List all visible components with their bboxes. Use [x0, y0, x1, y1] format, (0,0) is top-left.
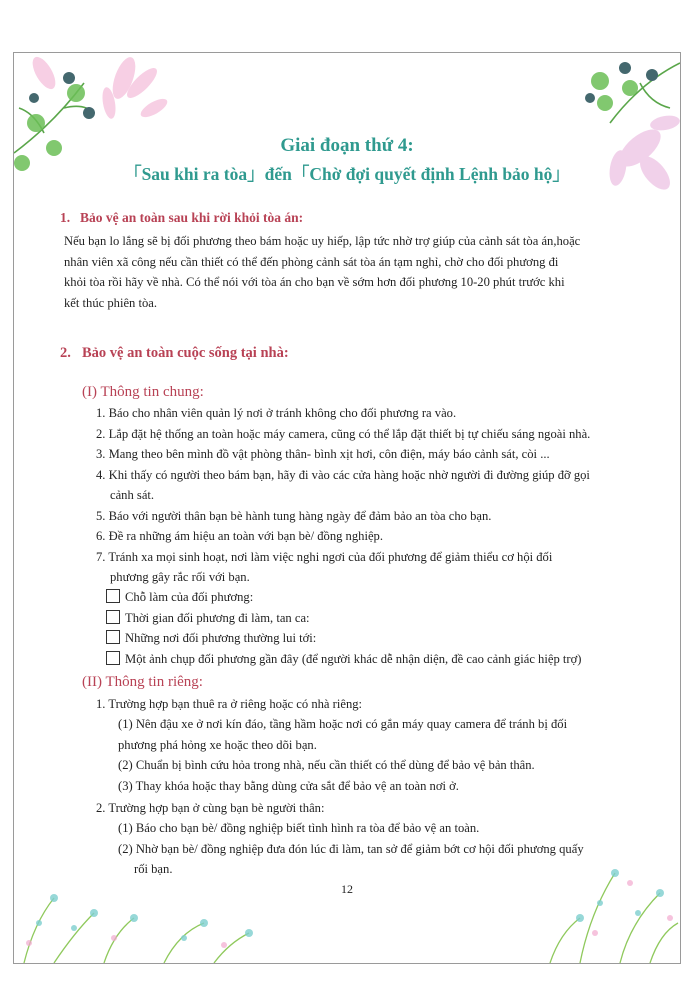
section-1-number: 1.	[60, 210, 71, 225]
checkbox[interactable]	[106, 589, 120, 603]
list-item: 4. Khi thấy có người theo bám bạn, hãy đi vào các cửa hàng hoặc nhờ người đi đường giúp đỡ gọi	[96, 467, 590, 482]
paragraph-line: Nếu bạn lo lắng sẽ bị đối phương theo bám hoặc uy hiếp, lập tức nhờ trợ giúp của cảnh sát tòa án,hoặc	[64, 234, 581, 248]
checklist-label: Thời gian đối phương đi làm, tan ca:	[125, 610, 310, 625]
general-info-list	[96, 403, 626, 588]
specific-case-1	[96, 694, 636, 715]
checklist-label: Chỗ làm của đối phương:	[125, 590, 254, 604]
checklist-item[interactable]	[106, 628, 646, 649]
list-item: phương gây rắc rối với bạn.	[110, 570, 250, 584]
checkbox[interactable]	[106, 651, 120, 665]
page-subtitle: 「Sau khi ra tòa」đến「Chờ đợi quyết định Lệnh bảo hộ」	[124, 164, 570, 184]
list-item: 3. Mang theo bên mình đồ vật phòng thân- bình xịt hơi, côn điện, máy báo cảnh sát, còi ...	[96, 447, 550, 461]
checklist-item[interactable]	[106, 587, 646, 608]
section-1-heading: Bảo vệ an toàn sau khi rời khỏi tòa án:	[80, 210, 304, 225]
page-title: Giai đoạn thứ 4:	[280, 135, 414, 156]
list-item: 1. Báo cho nhân viên quản lý nơi ở tránh không cho đối phương ra vào.	[96, 406, 457, 420]
list-item: 2. Lắp đặt hệ thống an toàn hoặc máy camera, cũng có thể lắp đặt thiết bị tự chiếu sáng ngoài nhà.	[96, 426, 591, 441]
specific-case-2	[96, 798, 636, 819]
list-item: (1) Nên đậu xe ở nơi kín đáo, tầng hầm hoặc nơi có gắn máy quay camera để tránh bị đối	[118, 717, 568, 731]
checkbox[interactable]	[106, 630, 120, 644]
specific-case-2-details	[118, 818, 638, 880]
case-label: 2. Trường hợp bạn ở cùng bạn bè người thân:	[96, 801, 325, 815]
list-item: 7. Tránh xa mọi sinh hoạt, nơi làm việc nghi ngơi của đối phương để giảm thiểu cơ hội đối	[96, 549, 553, 564]
list-item: 6. Đề ra những ám hiệu an toàn với bạn bè/ đồng nghiệp.	[96, 529, 383, 543]
list-item: (3) Thay khóa hoặc thay bằng dùng cửa sắt để bảo vệ an toàn nơi ở.	[118, 778, 459, 793]
checkbox[interactable]	[106, 610, 120, 624]
list-item: phương phá hỏng xe hoặc theo dõi bạn.	[118, 737, 317, 752]
list-item: (1) Báo cho bạn bè/ đồng nghiệp biết tình hình ra tòa để bảo vệ an toàn.	[118, 821, 480, 835]
list-item: 5. Báo với người thân bạn bè hành tung hàng ngày để đảm bảo an tòa cho bạn.	[96, 508, 492, 523]
list-item: (2) Nhờ bạn bè/ đồng nghiệp đưa đón lúc đi làm, tan sở để giảm bớt cơ hội đối phương quấy	[118, 841, 584, 856]
paragraph-line: nhân viên xã công nếu cần thiết có thể đến phòng cảnh sát tòa án tạm nghỉ, chờ cho đối phương đi	[64, 254, 559, 269]
section-2-number: 2.	[60, 345, 71, 361]
list-item: cảnh sát.	[110, 488, 155, 502]
general-info-heading: (I) Thông tin chung:	[82, 384, 204, 400]
checklist	[106, 587, 646, 669]
section-1-paragraph	[64, 231, 634, 313]
section-2-heading: Bảo vệ an toàn cuộc sống tại nhà:	[82, 345, 289, 361]
case-label: 1. Trường hợp bạn thuê ra ở riêng hoặc có nhà riêng:	[96, 697, 363, 711]
paragraph-line: khỏi tòa rồi hãy về nhà. Có thể nói với tòa án cho bạn về sớm hơn đối phương 10-20 phút trước khi	[64, 275, 565, 289]
specific-info-heading: (II) Thông tin riêng:	[82, 674, 203, 690]
page-number: 12	[341, 882, 353, 896]
document-page	[13, 52, 681, 964]
list-item: rối bạn.	[134, 862, 173, 876]
specific-case-1-details	[118, 714, 638, 796]
checklist-label: Những nơi đối phương thường lui tới:	[125, 631, 317, 645]
checklist-label: Một ảnh chụp đối phương gần đây (để người khác dễ nhận diện, đề cao cảnh giác hiệp trợ)	[125, 651, 582, 666]
checklist-item[interactable]	[106, 649, 646, 670]
checklist-item[interactable]	[106, 608, 646, 629]
list-item: (2) Chuẩn bị bình cứu hỏa trong nhà, nếu cần thiết có thể dùng để bảo vệ bản thân.	[118, 758, 535, 772]
paragraph-line: kết thúc phiên tòa.	[64, 295, 158, 310]
